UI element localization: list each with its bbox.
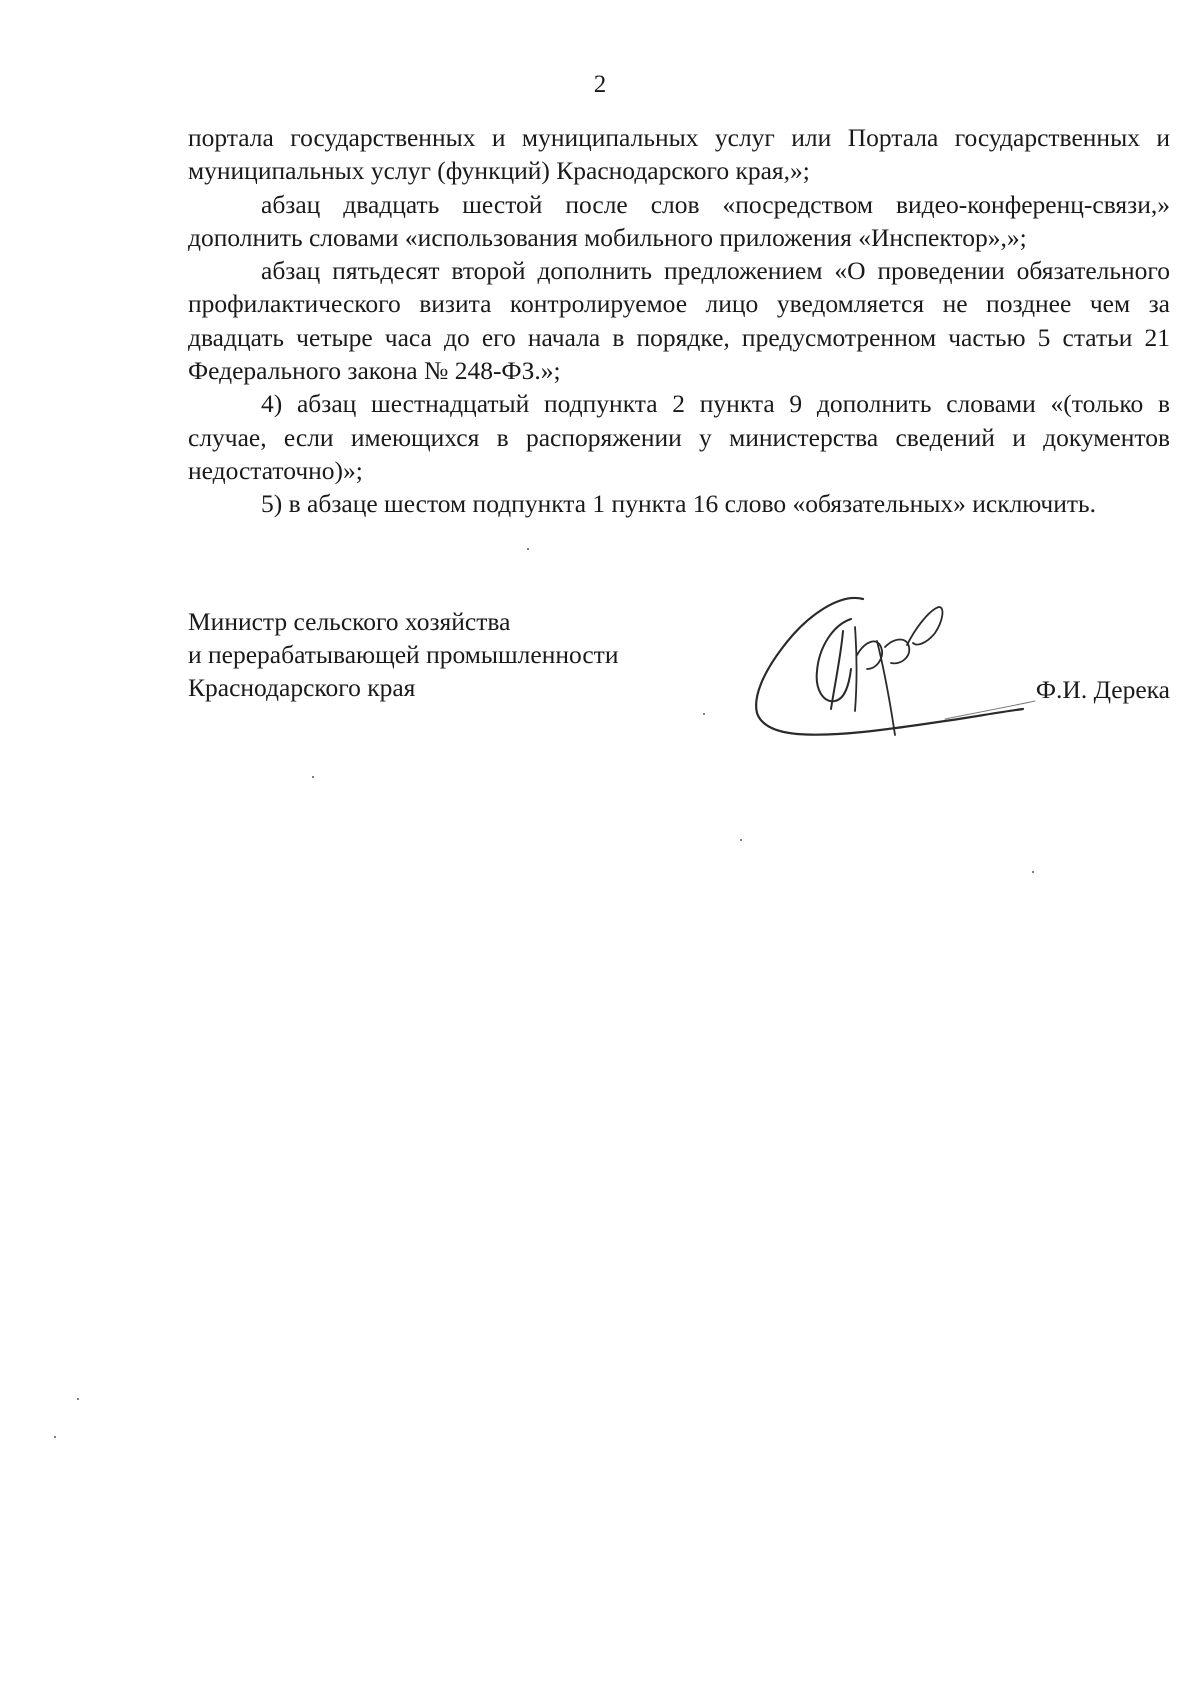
paragraph-item-5: 5) в абзаце шестом подпункта 1 пункта 16 слово «обязательных» исключить. <box>261 489 1097 519</box>
paragraph-amendment-52: абзац пятьдесят второй дополнить предложением «О проведении обязательного профилактического визита контролируемое лицо уведомляется не позднее чем за двадцать четыре часа до его начала в порядке, предусмотренном частью 5 статьи 21 Федерального закона № 248-ФЗ.»; <box>188 256 1170 386</box>
scan-speck <box>1032 871 1034 873</box>
document-body <box>188 121 1170 521</box>
scan-speck <box>312 776 314 778</box>
signer-position-line: Краснодарского края <box>188 673 416 702</box>
page-number: 2 <box>593 71 607 98</box>
signer-position <box>188 605 618 704</box>
signer-name: Ф.И. Дерека <box>1035 675 1170 704</box>
paragraph-item-4: 4) абзац шестнадцатый подпункта 2 пункта 9 дополнить словами «(только в случае, если имеющихся в распоряжении у министерства сведений и документов недостаточно)»; <box>188 389 1170 485</box>
paragraph-amendment-26: абзац двадцать шестой после слов «посредством видео-конференц-связи,» дополнить словами «использования мобильного приложения «Инспектор»,»; <box>188 189 1170 252</box>
signer-position-line: Министр сельского хозяйства <box>188 607 511 636</box>
scan-speck <box>703 713 705 715</box>
scan-speck <box>740 839 742 841</box>
scan-speck <box>54 1436 56 1438</box>
scan-speck <box>77 1398 79 1400</box>
handwritten-signature <box>745 585 1045 765</box>
scan-speck <box>527 548 529 550</box>
signer-position-line: и перерабатывающей промышленности <box>188 640 619 669</box>
paragraph-continuation: портала государственных и муниципальных услуг или Портала государственных и муниципальных услуг (функций) Краснодарского края,»; <box>188 123 1170 186</box>
